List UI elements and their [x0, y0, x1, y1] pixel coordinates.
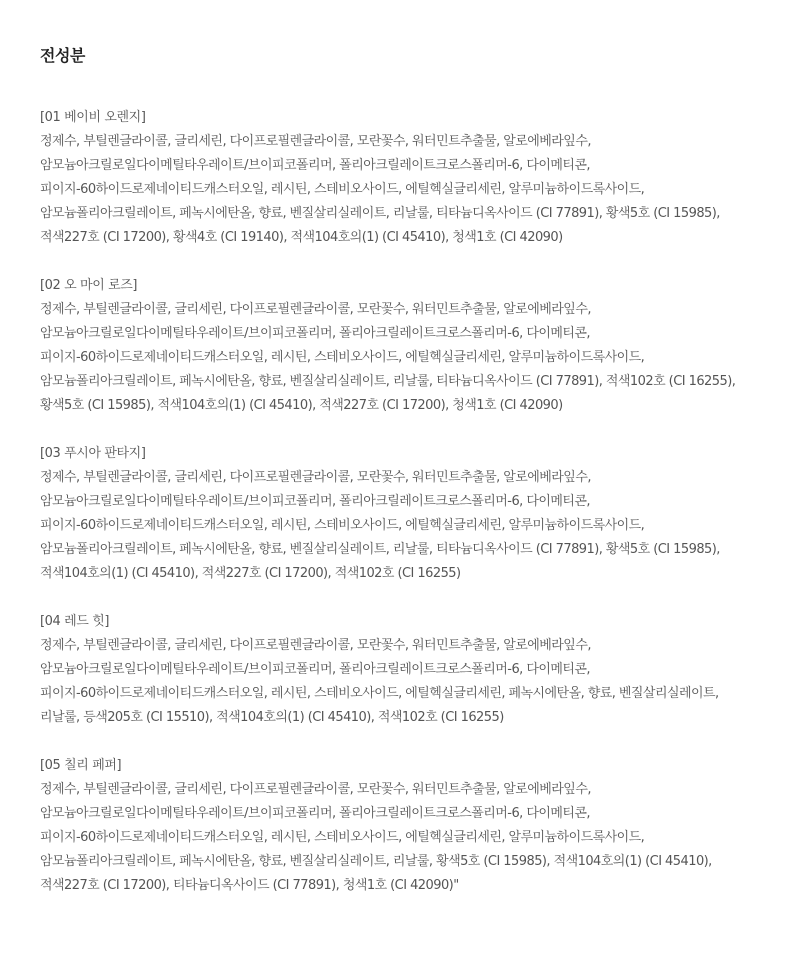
ingredient-line: 암모늄아크릴로일다이메틸타우레이트/브이피코폴리머, 폴리아크릴레이트크로스폴리머-6, 다이메티콘, — [40, 494, 590, 509]
ingredient-line: 정제수, 부틸렌글라이콜, 글리세린, 다이프로필렌글라이콜, 모란꽃수, 워터민트추출물, 알로에베라잎수, — [40, 134, 591, 149]
section-heading: [02 오 마이 로즈] — [40, 278, 138, 293]
ingredient-line: 암모늄폴리아크릴레이트, 페녹시에탄올, 향료, 벤질살리실레이트, 리날룰, 티타늄디옥사이드 (CI 77891), 황색5호 (CI 15985), — [40, 206, 720, 221]
section-heading: [01 베이비 오렌지] — [40, 110, 146, 125]
ingredient-line: 정제수, 부틸렌글라이콜, 글리세린, 다이프로필렌글라이콜, 모란꽃수, 워터민트추출물, 알로에베라잎수, — [40, 302, 591, 317]
ingredient-line: 피이지-60하이드로제네이티드캐스터오일, 레시틴, 스테비오사이드, 에틸헥실글리세린, 알루미늄하이드록사이드, — [40, 830, 645, 845]
ingredient-line: 정제수, 부틸렌글라이콜, 글리세린, 다이프로필렌글라이콜, 모란꽃수, 워터민트추출물, 알로에베라잎수, — [40, 782, 591, 797]
ingredient-line: 피이지-60하이드로제네이티드캐스터오일, 레시틴, 스테비오사이드, 에틸헥실글리세린, 알루미늄하이드록사이드, — [40, 518, 645, 533]
ingredient-line: 리날룰, 등색205호 (CI 15510), 적색104호의(1) (CI 45410), 적색102호 (CI 16255) — [40, 710, 504, 725]
ingredient-line: 황색5호 (CI 15985), 적색104호의(1) (CI 45410), 적색227호 (CI 17200), 청색1호 (CI 42090) — [40, 398, 563, 413]
ingredient-line: 피이지-60하이드로제네이티드캐스터오일, 레시틴, 스테비오사이드, 에틸헥실글리세린, 페녹시에탄올, 향료, 벤질살리실레이트, — [40, 686, 719, 701]
ingredient-section-05 — [40, 754, 760, 898]
ingredient-section-03 — [40, 442, 760, 586]
page-title: 전성분 — [40, 46, 85, 65]
ingredient-line: 암모늄아크릴로일다이메틸타우레이트/브이피코폴리머, 폴리아크릴레이트크로스폴리머-6, 다이메티콘, — [40, 326, 590, 341]
ingredient-line: 적색227호 (CI 17200), 황색4호 (CI 19140), 적색104호의(1) (CI 45410), 청색1호 (CI 42090) — [40, 230, 563, 245]
ingredient-line: 적색104호의(1) (CI 45410), 적색227호 (CI 17200), 적색102호 (CI 16255) — [40, 566, 461, 581]
ingredient-line: 암모늄폴리아크릴레이트, 페녹시에탄올, 향료, 벤질살리실레이트, 리날룰, 황색5호 (CI 15985), 적색104호의(1) (CI 45410), — [40, 854, 712, 869]
ingredient-section-04 — [40, 610, 760, 730]
ingredient-line: 정제수, 부틸렌글라이콜, 글리세린, 다이프로필렌글라이콜, 모란꽃수, 워터민트추출물, 알로에베라잎수, — [40, 470, 591, 485]
ingredient-line: 정제수, 부틸렌글라이콜, 글리세린, 다이프로필렌글라이콜, 모란꽃수, 워터민트추출물, 알로에베라잎수, — [40, 638, 591, 653]
ingredient-section-02 — [40, 274, 760, 418]
ingredient-line: 암모늄폴리아크릴레이트, 페녹시에탄올, 향료, 벤질살리실레이트, 리날룰, 티타늄디옥사이드 (CI 77891), 적색102호 (CI 16255), — [40, 374, 736, 389]
ingredient-line: 암모늄아크릴로일다이메틸타우레이트/브이피코폴리머, 폴리아크릴레이트크로스폴리머-6, 다이메티콘, — [40, 662, 590, 677]
section-heading: [05 칠리 페퍼] — [40, 758, 122, 773]
ingredient-line: 피이지-60하이드로제네이티드캐스터오일, 레시틴, 스테비오사이드, 에틸헥실글리세린, 알루미늄하이드록사이드, — [40, 182, 645, 197]
ingredient-line: 암모늄아크릴로일다이메틸타우레이트/브이피코폴리머, 폴리아크릴레이트크로스폴리머-6, 다이메티콘, — [40, 158, 590, 173]
ingredient-line: 암모늄폴리아크릴레이트, 페녹시에탄올, 향료, 벤질살리실레이트, 리날룰, 티타늄디옥사이드 (CI 77891), 황색5호 (CI 15985), — [40, 542, 720, 557]
ingredient-line: 피이지-60하이드로제네이티드캐스터오일, 레시틴, 스테비오사이드, 에틸헥실글리세린, 알루미늄하이드록사이드, — [40, 350, 645, 365]
ingredient-line: 적색227호 (CI 17200), 티타늄디옥사이드 (CI 77891), 청색1호 (CI 42090)" — [40, 878, 459, 893]
ingredient-section-01 — [40, 106, 760, 250]
section-heading: [03 푸시아 판타지] — [40, 446, 146, 461]
section-heading: [04 레드 힛] — [40, 614, 110, 629]
ingredient-line: 암모늄아크릴로일다이메틸타우레이트/브이피코폴리머, 폴리아크릴레이트크로스폴리머-6, 다이메티콘, — [40, 806, 590, 821]
